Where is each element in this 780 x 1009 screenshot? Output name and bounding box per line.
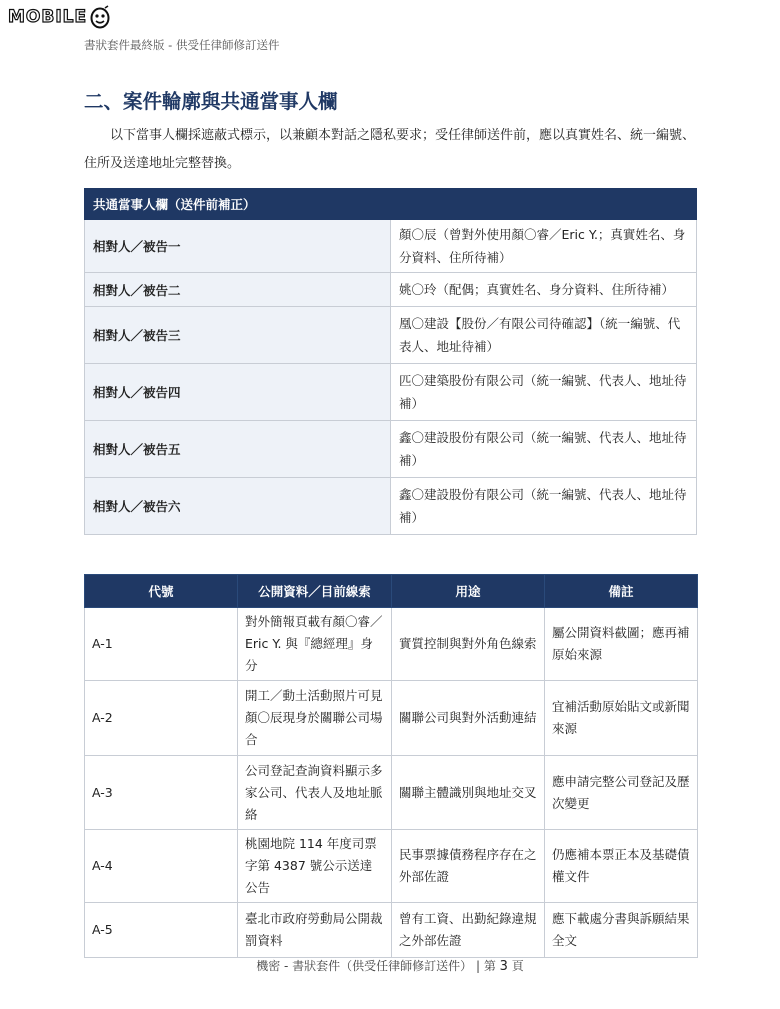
evidence-note: 應下載處分書與訴願結果全文 <box>545 903 698 958</box>
col-header-code: 代號 <box>85 575 238 608</box>
table-row <box>85 220 697 273</box>
party-table <box>84 188 697 535</box>
table-row <box>85 421 697 478</box>
party-label: 相對人／被告一 <box>85 220 391 273</box>
evidence-note: 應申請完整公司登記及歷次變更 <box>545 756 698 830</box>
col-header-note: 備註 <box>545 575 698 608</box>
col-header-purpose: 用途 <box>392 575 545 608</box>
table-row <box>85 273 697 307</box>
evidence-note: 仍應補本票正本及基礎債權文件 <box>545 830 698 903</box>
party-value: 鑫〇建設股份有限公司（統一編號、代表人、地址待補） <box>391 478 697 535</box>
site-logo <box>8 4 111 30</box>
party-value: 姚〇玲（配偶；真實姓名、身分資料、住所待補） <box>391 273 697 307</box>
evidence-purpose: 實質控制與對外角色線索 <box>392 608 545 681</box>
footer-text: 機密 - 書狀套件（供受任律師修訂送件） | 第 <box>256 959 500 973</box>
party-label: 相對人／被告六 <box>85 478 391 535</box>
page-footer <box>0 957 780 974</box>
evidence-source: 對外簡報頁載有顏〇睿／Eric Y. 與『總經理』身分 <box>238 608 392 681</box>
footer-suffix: 頁 <box>507 959 524 973</box>
party-value: 匹〇建築股份有限公司（統一編號、代表人、地址待補） <box>391 364 697 421</box>
table-row <box>85 681 698 756</box>
party-value: 凰〇建設【股份／有限公司待確認】（統一編號、代表人、地址待補） <box>391 307 697 364</box>
party-table-header: 共通當事人欄（送件前補正） <box>85 189 697 220</box>
evidence-purpose: 曾有工資、出勤紀錄違規之外部佐證 <box>392 903 545 958</box>
evidence-source: 臺北市政府勞動局公開裁罰資料 <box>238 903 392 958</box>
party-label: 相對人／被告二 <box>85 273 391 307</box>
intro-paragraph: 以下當事人欄採遮蔽式標示，以兼顧本對話之隱私要求；受任律師送件前，應以真實姓名、統一編號、住所及送達地址完整替換。 <box>84 128 696 171</box>
evidence-code: A-3 <box>85 756 238 830</box>
section-title: 二、案件輪廓與共通當事人欄 <box>84 90 338 113</box>
logo-text: MOBILE <box>8 7 88 27</box>
smiley-face-icon <box>89 5 111 29</box>
table-row <box>85 756 698 830</box>
evidence-note: 屬公開資料截圖；應再補原始來源 <box>545 608 698 681</box>
party-value: 鑫〇建設股份有限公司（統一編號、代表人、地址待補） <box>391 421 697 478</box>
evidence-source: 開工／動土活動照片可見顏〇辰現身於關聯公司場合 <box>238 681 392 756</box>
evidence-purpose: 關聯公司與對外活動連結 <box>392 681 545 756</box>
table-row <box>85 903 698 958</box>
evidence-purpose: 民事票據債務程序存在之外部佐證 <box>392 830 545 903</box>
page-number: 3 <box>499 959 508 974</box>
evidence-source: 公司登記查詢資料顯示多家公司、代表人及地址脈絡 <box>238 756 392 830</box>
evidence-purpose: 關聯主體識別與地址交叉 <box>392 756 545 830</box>
party-label: 相對人／被告三 <box>85 307 391 364</box>
table-row <box>85 364 697 421</box>
evidence-code: A-5 <box>85 903 238 958</box>
evidence-code: A-4 <box>85 830 238 903</box>
evidence-code: A-1 <box>85 608 238 681</box>
evidence-table <box>84 574 698 958</box>
table-row <box>85 830 698 903</box>
table-row <box>85 307 697 364</box>
party-label: 相對人／被告四 <box>85 364 391 421</box>
table-row <box>85 478 697 535</box>
evidence-source: 桃園地院 114 年度司票字第 4387 號公示送達公告 <box>238 830 392 903</box>
party-value: 顏〇辰（曾對外使用顏〇睿／Eric Y.；真實姓名、身分資料、住所待補） <box>391 220 697 273</box>
evidence-code: A-2 <box>85 681 238 756</box>
table-row <box>85 608 698 681</box>
evidence-note: 宜補活動原始貼文或新聞來源 <box>545 681 698 756</box>
col-header-source: 公開資料／目前線索 <box>238 575 392 608</box>
running-head: 書狀套件最終版 - 供受任律師修訂送件 <box>84 38 280 52</box>
party-label: 相對人／被告五 <box>85 421 391 478</box>
